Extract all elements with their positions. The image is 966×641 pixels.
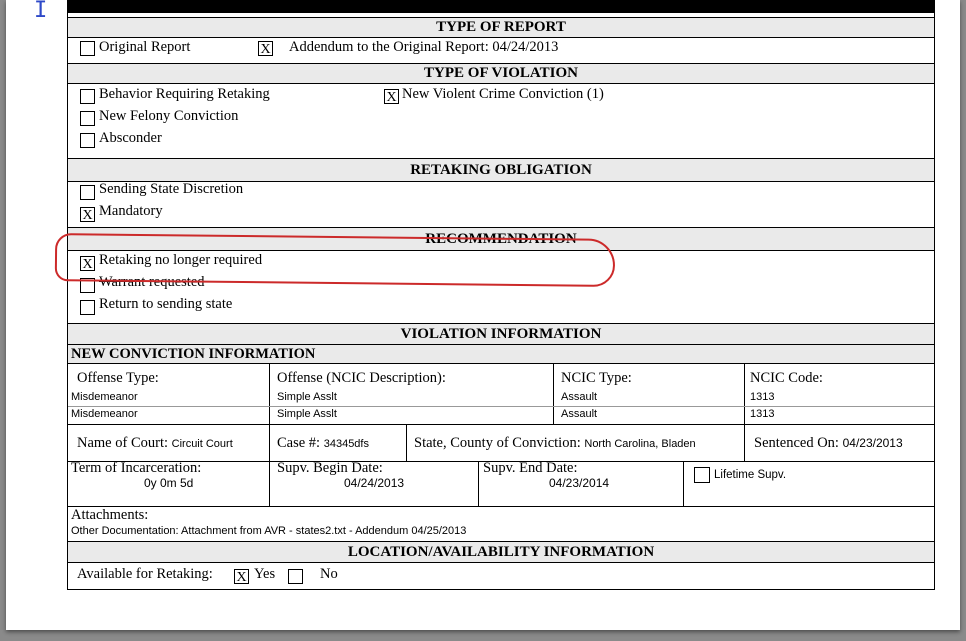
state-county-label: State, County of Conviction: — [414, 435, 581, 451]
original-report-checkbox[interactable] — [80, 41, 95, 56]
supv-begin-value: 04/24/2013 — [344, 476, 405, 490]
absconder-label: Absconder — [99, 130, 162, 146]
col-divider — [478, 461, 479, 506]
term-label: Term of Incarceration: — [71, 460, 202, 476]
addendum-label: Addendum to the Original Report: 04/24/2013 — [289, 39, 559, 55]
attachments-value: Other Documentation: Attachment from AVR - states2.txt - Addendum 04/25/2013 — [71, 525, 467, 537]
row-divider — [68, 506, 934, 507]
red-annotation-circle — [55, 233, 615, 287]
absconder-checkbox[interactable] — [80, 133, 95, 148]
text-cursor-icon: I — [34, 0, 48, 23]
behavior-checkbox[interactable] — [80, 89, 95, 104]
new-conviction-header: NEW CONVICTION INFORMATION — [68, 344, 934, 364]
type-of-report-header: TYPE OF REPORT — [68, 17, 934, 38]
violation-report-form — [67, 13, 935, 590]
new-violent-label: New Violent Crime Conviction (1) — [402, 86, 604, 102]
mandatory-checkbox[interactable]: X — [80, 207, 95, 222]
attachments-label: Attachments: — [71, 507, 149, 523]
col-divider — [406, 424, 407, 461]
offense-type-header: Offense Type: — [77, 370, 159, 386]
col-divider — [744, 364, 745, 424]
col-divider — [553, 364, 554, 424]
ncic-type-header: NCIC Type: — [561, 370, 632, 386]
col-divider — [269, 364, 270, 424]
available-yes-checkbox[interactable]: X — [234, 569, 249, 584]
available-no-checkbox[interactable] — [288, 569, 303, 584]
violation-information-header: VIOLATION INFORMATION — [68, 323, 934, 345]
new-violent-checkbox[interactable]: X — [384, 89, 399, 104]
no-longer-required-label: Retaking no longer required — [99, 252, 263, 268]
row-divider — [68, 424, 934, 425]
table-cell: Assault — [561, 408, 598, 420]
term-value: 0y 0m 5d — [144, 476, 194, 490]
table-cell: Misdemeanor — [71, 391, 138, 403]
court-field — [77, 435, 233, 452]
discretion-checkbox[interactable] — [80, 185, 95, 200]
lifetime-checkbox[interactable] — [694, 467, 710, 483]
ncic-code-header: NCIC Code: — [750, 370, 823, 386]
sentenced-value: 04/23/2013 — [842, 436, 903, 450]
col-divider — [269, 424, 270, 461]
sentenced-field — [754, 435, 903, 452]
supv-end-label: Supv. End Date: — [483, 460, 578, 476]
recommendation-header: RECOMMENDATION — [68, 227, 934, 251]
table-cell: 1313 — [750, 391, 775, 403]
court-label: Name of Court: — [77, 435, 169, 451]
no-longer-required-checkbox[interactable]: X — [80, 256, 95, 271]
location-header: LOCATION/AVAILABILITY INFORMATION — [68, 541, 934, 563]
addendum-checkbox[interactable]: X — [258, 41, 273, 56]
original-report-label: Original Report — [99, 39, 191, 55]
offense-desc-header: Offense (NCIC Description): — [277, 370, 446, 386]
top-black-bar — [67, 0, 935, 13]
row-divider — [68, 406, 934, 407]
warrant-label: Warrant requested — [99, 274, 205, 290]
case-label: Case #: — [277, 435, 321, 451]
case-field — [277, 435, 369, 452]
supv-begin-label: Supv. Begin Date: — [277, 460, 383, 476]
available-label: Available for Retaking: — [77, 566, 213, 582]
available-yes-label: Yes — [254, 566, 276, 582]
new-felony-label: New Felony Conviction — [99, 108, 239, 124]
court-value: Circuit Court — [171, 438, 233, 450]
table-cell: Misdemeanor — [71, 408, 138, 420]
return-label: Return to sending state — [99, 296, 233, 312]
state-county-value: North Carolina, Bladen — [584, 438, 696, 450]
new-felony-checkbox[interactable] — [80, 111, 95, 126]
discretion-label: Sending State Discretion — [99, 181, 244, 197]
behavior-label: Behavior Requiring Retaking — [99, 86, 270, 102]
col-divider — [683, 461, 684, 506]
case-value: 34345dfs — [323, 438, 369, 450]
sentenced-label: Sentenced On: — [754, 435, 839, 451]
table-cell: Simple Asslt — [277, 408, 337, 420]
table-cell: Simple Asslt — [277, 391, 337, 403]
col-divider — [744, 424, 745, 461]
mandatory-label: Mandatory — [99, 203, 163, 219]
type-of-violation-header: TYPE OF VIOLATION — [68, 63, 934, 84]
supv-end-value: 04/23/2014 — [549, 476, 610, 490]
state-county-field — [414, 435, 696, 452]
return-checkbox[interactable] — [80, 300, 95, 315]
lifetime-label: Lifetime Supv. — [714, 469, 787, 481]
retaking-obligation-header: RETAKING OBLIGATION — [68, 158, 934, 182]
table-cell: Assault — [561, 391, 598, 403]
table-cell: 1313 — [750, 408, 775, 420]
available-no-label: No — [320, 566, 338, 582]
col-divider — [269, 461, 270, 506]
